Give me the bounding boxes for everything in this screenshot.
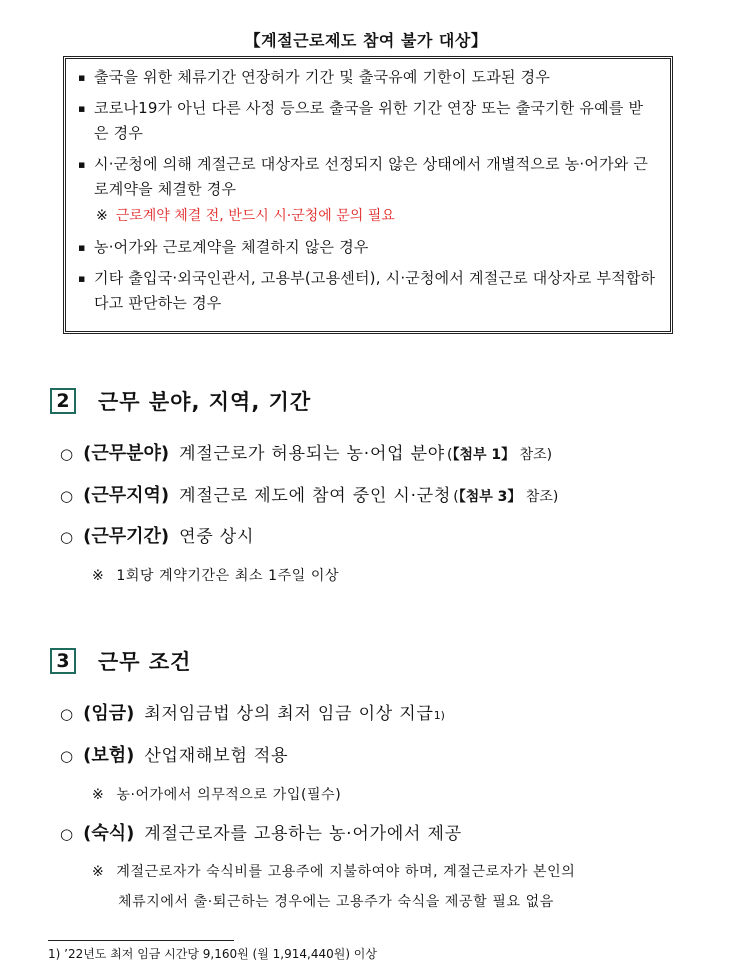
- section-title: 근무 조건: [98, 650, 192, 674]
- insurance-item: [60, 741, 288, 767]
- restriction-box: [63, 56, 673, 334]
- item-reference: (【첨부 3】 참조): [453, 489, 559, 505]
- restriction-list-continued: [78, 235, 656, 316]
- circle-bullet-icon: ○: [60, 445, 74, 463]
- section-number-box: 3: [50, 648, 76, 674]
- list-item-text: 코로나19가 아닌 다른 사정 등으로 출국을 위한 기간 연장 또는 출국기한 유예를 받은 경우: [94, 99, 644, 142]
- section-number-box: 2: [50, 388, 76, 414]
- restriction-box-title: 【계절근로제도 참여 불가 대상】: [244, 31, 488, 50]
- footnote-marker: 1): [433, 709, 445, 722]
- circle-bullet-icon: ○: [60, 528, 74, 546]
- item-label: (근무분야): [83, 443, 170, 464]
- work-field-item: [60, 439, 552, 465]
- lodging-note: [92, 861, 575, 881]
- circle-bullet-icon: ○: [60, 705, 74, 723]
- note-mark: ※: [92, 787, 105, 803]
- list-item: [78, 235, 656, 260]
- work-region-item: [60, 481, 558, 507]
- restriction-list: [78, 65, 656, 202]
- note-mark: ※: [92, 864, 105, 880]
- contract-period-note: [92, 565, 339, 585]
- section-2-heading: [50, 386, 311, 416]
- lodging-note-continued: 체류지에서 출·퇴근하는 경우에는 고용주가 숙식을 제공할 필요 없음: [118, 894, 554, 910]
- item-text: 계절근로 제도에 참여 중인 시·군청: [179, 486, 452, 506]
- bullet-icon: ▪: [78, 71, 86, 84]
- circle-bullet-icon: ○: [60, 747, 74, 765]
- note-text: 계절근로자가 숙식비를 고용주에 지불하여야 하며, 계절근로자가 본인의: [116, 864, 576, 880]
- item-text: 최저임금법 상의 최저 임금 이상 지급: [144, 704, 434, 724]
- list-item: [78, 266, 656, 316]
- note-text: 농·어가에서 의무적으로 가입(필수): [116, 787, 342, 803]
- note-mark: ※: [96, 208, 108, 224]
- list-item: [78, 96, 656, 146]
- circle-bullet-icon: ○: [60, 487, 74, 505]
- item-label: (보험): [83, 745, 135, 766]
- bullet-icon: ▪: [78, 102, 86, 115]
- circle-bullet-icon: ○: [60, 825, 74, 843]
- item-label: (임금): [83, 703, 135, 724]
- item-label: (근무기간): [83, 526, 170, 547]
- wage-item: [60, 699, 445, 725]
- red-warning-note: [78, 204, 656, 229]
- footnote: 1) ’22년도 최저 임금 시간당 9,160원 (월 1,914,440원) 이상: [48, 947, 377, 961]
- red-warning-text: 근로계약 체결 전, 반드시 시·군청에 문의 필요: [115, 208, 395, 224]
- work-period-item: [60, 522, 254, 548]
- item-text: 산업재해보험 적용: [144, 746, 289, 766]
- item-text: 계절근로가 허용되는 농·어업 분야: [179, 444, 446, 464]
- list-item: [78, 65, 656, 90]
- note-text: 1회당 계약기간은 최소 1주일 이상: [116, 568, 340, 584]
- item-text: 연중 상시: [179, 527, 255, 547]
- note-mark: ※: [92, 568, 105, 584]
- bullet-icon: ▪: [78, 241, 86, 254]
- list-item-text: 농·어가와 근로계약을 체결하지 않은 경우: [94, 238, 369, 256]
- item-reference: (【첨부 1】 참조): [447, 447, 553, 463]
- section-title: 근무 분야, 지역, 기간: [98, 390, 312, 414]
- insurance-note: [92, 784, 341, 804]
- item-label: (숙식): [83, 823, 135, 844]
- item-label: (근무지역): [83, 485, 170, 506]
- list-item-text: 출국을 위한 체류기간 연장허가 기간 및 출국유예 기한이 도과된 경우: [94, 68, 551, 86]
- list-item: [78, 152, 656, 202]
- list-item-text: 기타 출입국·외국인관서, 고용부(고용센터), 시·군청에서 계절근로 대상자로 부적합하다고 판단하는 경우: [94, 269, 656, 312]
- list-item-text: 시·군청에 의해 계절근로 대상자로 선정되지 않은 상태에서 개별적으로 농·어가와 근로계약을 체결한 경우: [94, 155, 649, 198]
- item-text: 계절근로자를 고용하는 농·어가에서 제공: [144, 824, 462, 844]
- bullet-icon: ▪: [78, 158, 86, 171]
- footnote-divider: [48, 940, 234, 941]
- section-3-heading: [50, 646, 191, 676]
- lodging-item: [60, 819, 462, 845]
- bullet-icon: ▪: [78, 272, 86, 285]
